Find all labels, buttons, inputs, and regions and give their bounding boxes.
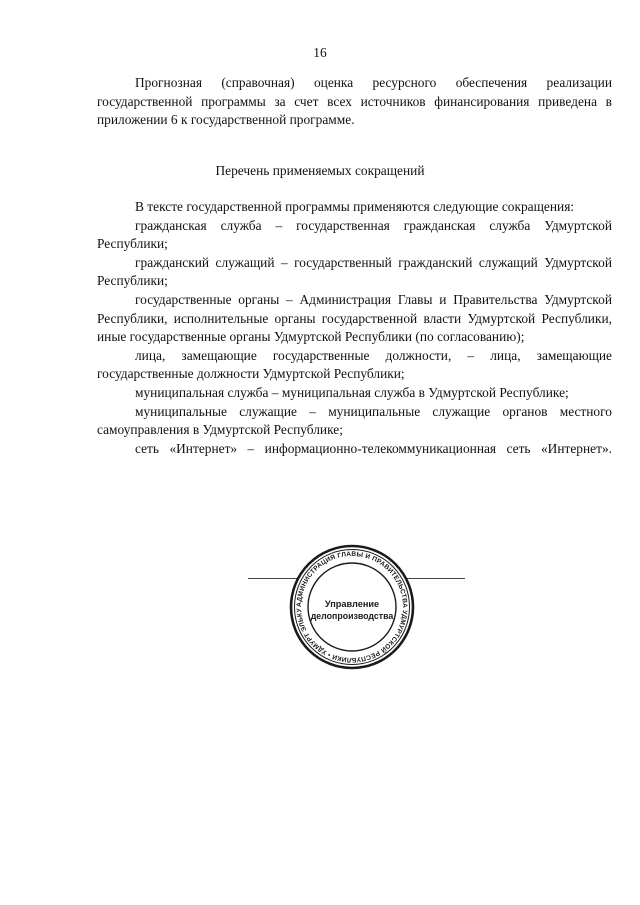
abbreviation-paragraph: гражданская служба – государственная гражданская служба Удмуртской Республики; bbox=[97, 217, 612, 252]
intro-paragraph: Прогнозная (справочная) оценка ресурсного обеспечения реализации государственной программы за счет всех источников финансирования приведена в приложении 6 к государственной программе. bbox=[97, 75, 612, 128]
page-number: 16 bbox=[313, 45, 327, 60]
abbreviation-paragraph: государственные органы – Администрация Главы и Правительства Удмуртской Республики, исполнительные органы государственной власти Удмуртской Республики, иные государственные органы Удмуртской Республики (по согласованию); bbox=[97, 291, 612, 345]
abbreviation-paragraph: муниципальная служба – муниципальная служба в Удмуртской Республике; bbox=[135, 384, 569, 400]
abbreviation-paragraph: В тексте государственной программы применяются следующие сокращения: bbox=[135, 199, 575, 214]
stamp-seal-icon bbox=[288, 543, 416, 671]
stamp-inner-line-2: делопроизводства bbox=[310, 611, 394, 621]
abbreviation-paragraph: гражданский служащий – государственный гражданский служащий Удмуртской Республики; bbox=[97, 254, 612, 289]
section-heading: Перечень применяемых сокращений bbox=[215, 163, 425, 178]
stamp-ring-text: АДМИНИСТРАЦИЯ ГЛАВЫ И ПРАВИТЕЛЬСТВА УДМУРТСКОЙ РЕСПУБЛИКИ • УДМУРТ ЭЛЬКУ bbox=[295, 550, 409, 664]
abbreviation-paragraph: сеть «Интернет» – информационно-телекоммуникационная сеть «Интернет». bbox=[135, 440, 612, 456]
abbreviation-paragraph: муниципальные служащие – муниципальные служащие органов местного самоуправления в Удмуртской Республике; bbox=[97, 403, 612, 438]
official-stamp bbox=[288, 543, 416, 671]
intro-block bbox=[97, 74, 612, 130]
abbreviations-list bbox=[97, 198, 612, 458]
stamp-inner-line-1: Управление bbox=[324, 599, 380, 609]
abbreviation-paragraph: лица, замещающие государственные должности, – лица, замещающие государственные должности Удмуртской Республики; bbox=[97, 347, 612, 382]
